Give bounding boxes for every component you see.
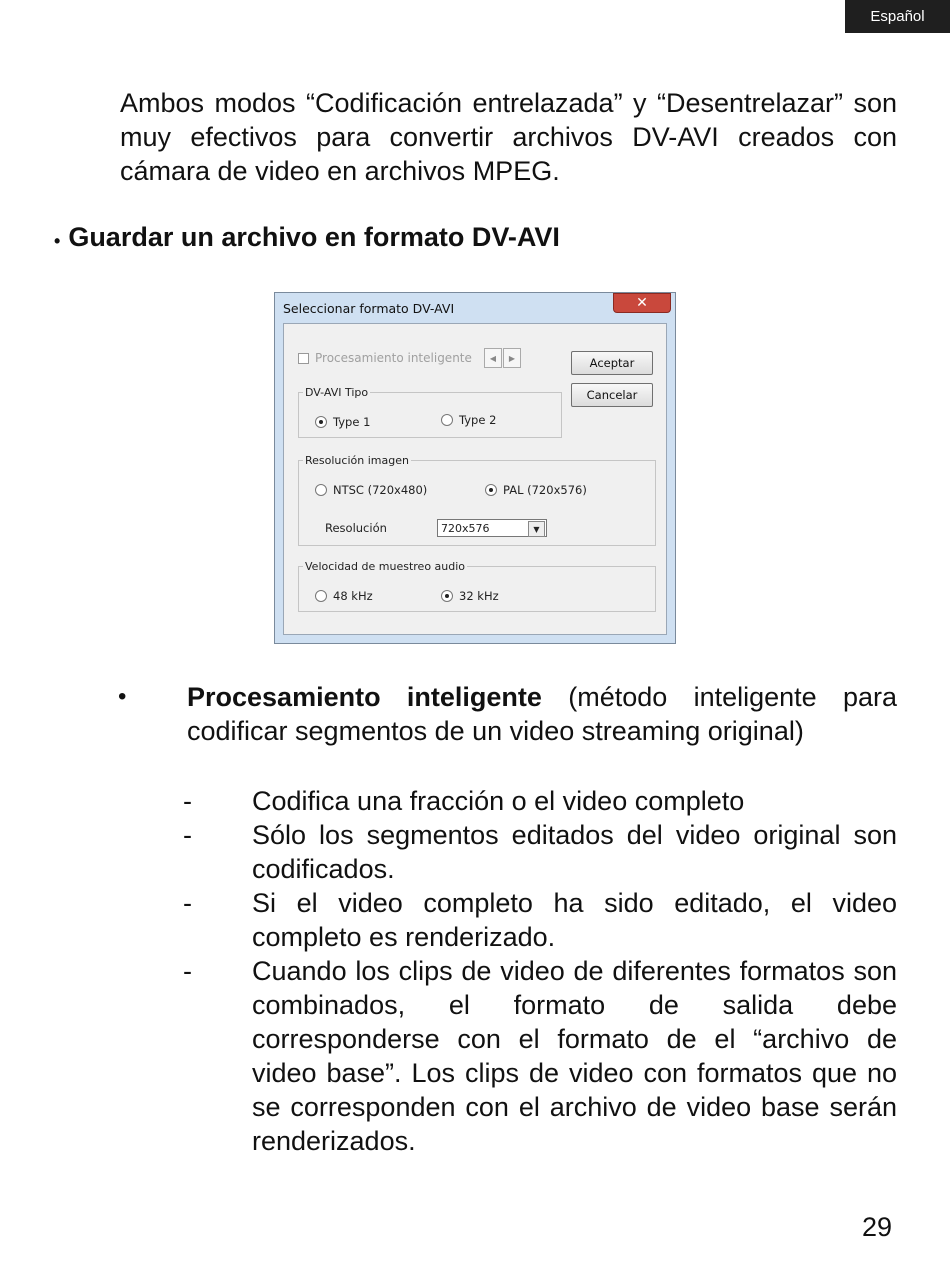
resolution-field-label [325,521,387,535]
dvavi-format-dialog [274,292,676,644]
intro-text: Ambos modos “Codificación entrelazada” y “Desentrelazar” son muy efectivos para convertir archivos DV-AVI creados con cámara de video en archivos MPEG. [120,88,897,186]
pal-radio[interactable] [485,483,587,497]
dialog-body [283,323,667,635]
chevron-down-icon[interactable]: ▼ [528,521,545,537]
ntsc-radio[interactable] [315,483,427,497]
audio-48-label: 48 kHz [333,589,373,603]
resolution-select-value: 720x576 [441,521,490,535]
section-heading [54,222,560,260]
cancel-button[interactable]: Cancelar [571,383,653,407]
smart-processing-arrows [484,348,521,368]
page-number: 29 [862,1212,893,1242]
arrow-right-icon[interactable]: ▶ [503,348,521,368]
audio-legend: Velocidad de muestreo audio [305,560,466,573]
heading-bullet: • [54,231,61,251]
smart-processing-label: Procesamiento inteligente [315,351,472,365]
radio-empty-icon [315,484,327,496]
intro-paragraph [120,86,897,188]
resolution-label-text: Resolución [325,521,387,535]
arrow-left-icon[interactable]: ◀ [484,348,502,368]
smart-paragraph [187,680,897,748]
smart-processing-checkbox[interactable] [298,353,309,364]
list-item-text: Si el video completo ha sido editado, el video completo es renderizado. [252,888,897,952]
resolution-select[interactable] [437,519,547,537]
smart-processing-row [298,348,521,368]
list-item-text: Sólo los segmentos editados del video original son codificados. [252,820,897,884]
smart-title: Procesamiento inteligente [187,682,542,712]
list-item-text: Codifica una fracción o el video completo [252,786,745,816]
smart-description: (método inteligente para codificar segmentos de un video streaming original) [187,682,898,746]
smart-bullet: • [118,683,127,710]
audio-32-label: 32 kHz [459,589,499,603]
language-tab: Español [845,0,950,33]
list-item-text: Cuando los clips de video de diferentes formatos son combinados, el formato de salida debe corresponderse con el formato de el “archivo de video base”. Los clips de video con formatos que no se corresponden con el archivo de video base serán renderizados. [252,956,897,1156]
resolution-group [298,454,656,546]
audio-48-radio[interactable] [315,589,373,603]
dvavi-type-legend: DV-AVI Tipo [305,386,369,399]
dvavi-type-group [298,386,562,438]
radio-selected-icon [441,590,453,602]
ntsc-label: NTSC (720x480) [333,483,428,497]
ok-button[interactable]: Aceptar [571,351,653,375]
section-title: Guardar un archivo en formato DV-AVI [68,222,560,252]
radio-empty-icon [441,414,453,426]
resolution-legend: Resolución imagen [305,454,409,467]
close-icon[interactable]: ✕ [613,293,671,313]
radio-selected-icon [315,416,327,428]
type2-label: Type 2 [459,413,497,427]
list-dash: - [183,786,192,816]
radio-selected-icon [485,484,497,496]
list-dash: - [183,820,192,850]
list-dash: - [183,888,192,918]
type2-radio[interactable] [441,413,496,427]
audio-group [298,560,656,612]
audio-32-radio[interactable] [441,589,499,603]
list-dash: - [183,956,192,986]
type1-label: Type 1 [333,415,371,429]
dialog-title: Seleccionar formato DV-AVI [283,301,455,316]
radio-empty-icon [315,590,327,602]
type1-radio[interactable] [315,415,370,429]
pal-label: PAL (720x576) [503,483,587,497]
